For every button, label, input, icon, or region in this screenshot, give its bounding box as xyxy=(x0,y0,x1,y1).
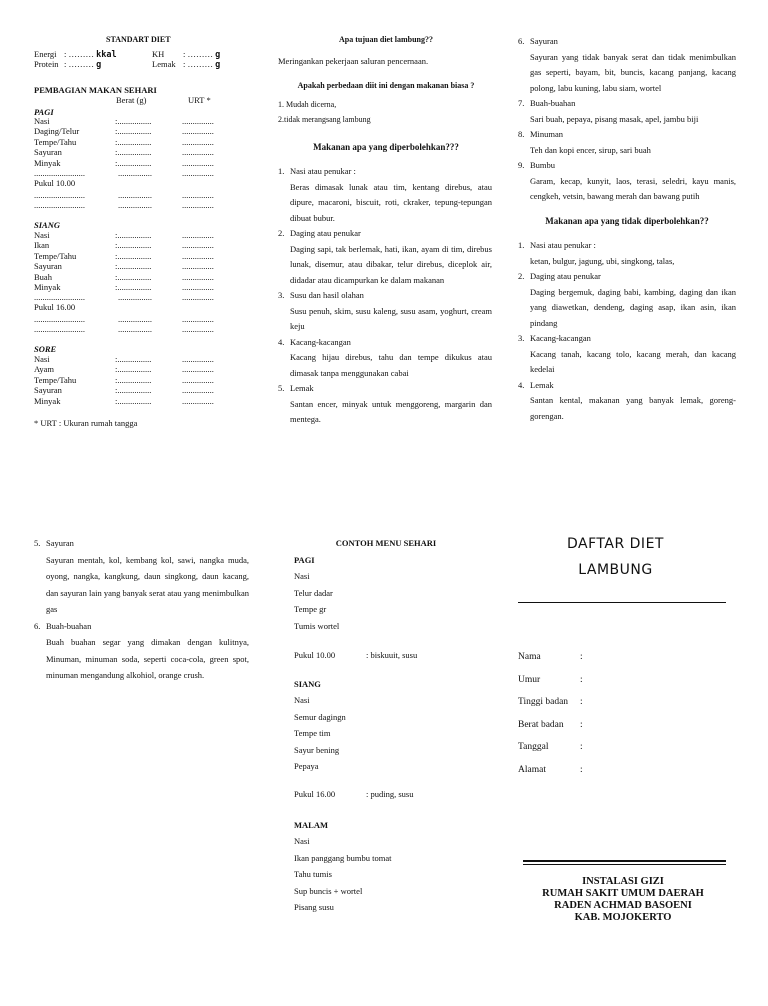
list-item xyxy=(34,618,249,684)
menu-pukul16-label: Pukul 16.00 xyxy=(294,789,336,799)
item-description: Daging sapi, tak berlemak, hati, ikan, ayam di tim, direbus lunak, disemur, atau dibakar, telur direbus, diceplok air, didadar atau dicampurkan ke dalam makanan xyxy=(290,243,492,285)
food-row-label: Buah xyxy=(34,271,52,282)
item-number: 6. xyxy=(518,36,525,46)
item-description: Sayuran mentah, kol, kembang kol, sawi, nangka muda, oyong, nangka, kangkung, daun singkong, daun kacang, dan sayuran lain yang banyak serat atau yang menimbulkan gas xyxy=(46,554,249,614)
protein-unit: g xyxy=(96,60,102,70)
menu-item: Nasi xyxy=(294,695,310,705)
menu-item: Nasi xyxy=(294,571,310,581)
food-row-label: Sayuran xyxy=(34,147,62,158)
item-number: 4. xyxy=(278,336,285,347)
urt-field: ............... xyxy=(182,324,214,335)
item-title: Kacang-kacangan xyxy=(530,333,591,343)
item-title: Lemak xyxy=(290,383,314,393)
list-item xyxy=(34,535,249,618)
cover-title-line1: DAFTAR DIET xyxy=(567,536,664,552)
item-number: 7. xyxy=(518,98,525,108)
urt-field: ............... xyxy=(182,292,214,303)
form-field-separator: : xyxy=(580,652,583,662)
list-item xyxy=(518,238,736,269)
item-number: 8. xyxy=(518,129,525,139)
question-tidak-diperbolehkan: Makanan apa yang tidak diperbolehkan?? xyxy=(545,216,709,226)
urt-field: ............... xyxy=(182,395,214,406)
item-description: Santan encer, minyak untuk menggoreng, margarin dan mentega. xyxy=(290,398,492,424)
urt-field: ............... xyxy=(182,168,214,178)
menu-item: Tumis wortel xyxy=(294,620,340,631)
item-title: Daging atau penukar xyxy=(290,228,361,238)
berat-field: :................ xyxy=(115,240,152,251)
pukul10-label: Pukul 10.00 xyxy=(34,178,76,188)
berat-field: :................ xyxy=(115,136,152,147)
item-number: 4. xyxy=(518,379,525,390)
item-title: Sayuran xyxy=(46,538,74,548)
urt-field: ............... xyxy=(182,385,214,396)
urt-field: ............... xyxy=(182,374,214,385)
item-title: Lemak xyxy=(530,379,554,390)
energi-unit: kkal xyxy=(96,50,117,60)
urt-field: ............... xyxy=(182,364,214,375)
menu-item: Sup buncis + wortel xyxy=(294,885,363,896)
item-number: 3. xyxy=(518,333,525,343)
list-item xyxy=(518,96,736,127)
item-description: Teh dan kopi encer, sirup, sari buah xyxy=(530,144,651,155)
lemak-dots xyxy=(183,59,220,70)
form-field-label: Tinggi badan xyxy=(518,697,569,707)
food-row-label: Ikan xyxy=(34,240,50,251)
food-row-label: Tempe/Tahu xyxy=(34,136,77,147)
section-sore: SORE xyxy=(34,344,57,354)
list-item xyxy=(518,127,736,158)
answer-tujuan: Meringankan pekerjaan saluran pencernaan. xyxy=(278,56,429,66)
menu-pukul16-value: : puding, susu xyxy=(366,789,414,799)
urt-field: ............... xyxy=(182,136,214,147)
institution-line1: INSTALASI GIZI xyxy=(582,876,664,887)
allowed-food-list xyxy=(278,164,492,428)
form-field-separator: : xyxy=(580,674,583,685)
berat-field: ................ xyxy=(118,190,152,200)
item-description: Susu penuh, skim, susu kaleng, susu asam, yoghurt, cream keju xyxy=(290,305,492,331)
cover-title-line2: LAMBUNG xyxy=(578,562,653,578)
menu-item: Tempe gr xyxy=(294,604,327,614)
institution-line3: RADEN ACHMAD BASOENI xyxy=(554,900,692,911)
food-row-label: ........................ xyxy=(34,168,85,178)
pembagian-heading: PEMBAGIAN MAKAN SEHARI xyxy=(34,85,157,95)
menu-siang-heading: SIANG xyxy=(294,679,321,689)
item-title: Minuman xyxy=(530,129,564,139)
berat-field: ................ xyxy=(118,168,152,178)
urt-field: ............... xyxy=(182,282,214,292)
institution-line2: RUMAH SAKIT UMUM DAERAH xyxy=(542,888,704,899)
contoh-menu-title: CONTOH MENU SEHARI xyxy=(335,538,437,548)
item-description: Sari buah, pepaya, pisang masak, apel, jambu biji xyxy=(530,113,699,124)
menu-item: Pisang susu xyxy=(294,902,334,912)
food-row-label: ........................ xyxy=(34,292,85,303)
item-title: Buah-buahan xyxy=(530,98,576,108)
menu-item: Telur dadar xyxy=(294,587,333,598)
pukul16-label: Pukul 16.00 xyxy=(34,302,76,312)
urt-field: ............... xyxy=(182,230,214,240)
list-item xyxy=(518,331,736,378)
food-row-label: Tempe/Tahu xyxy=(34,250,77,261)
lemak-label: Lemak xyxy=(152,59,176,69)
food-row-label: Ayam xyxy=(34,364,54,375)
item-title: Buah-buahan xyxy=(46,620,92,631)
item-title: Nasi atau penukar : xyxy=(530,240,596,250)
kh-unit: g xyxy=(215,50,221,60)
list-item xyxy=(518,378,736,425)
list-item xyxy=(278,288,492,335)
list-item xyxy=(278,164,492,226)
item-description: Kacang tanah, kacang tolo, kacang merah, dan kacang kedelai xyxy=(530,348,736,374)
item-number: 1. xyxy=(278,166,285,176)
item-title: Susu dan hasil olahan xyxy=(290,290,364,300)
item-title: Sayuran xyxy=(530,36,558,46)
item-description: Santan kental, makanan yang banyak lemak, goreng-gorengan. xyxy=(530,395,736,421)
food-row-label: ........................ xyxy=(34,314,85,324)
food-row-label: Minyak xyxy=(34,282,61,292)
urt-field: ............... xyxy=(182,271,214,282)
urt-field: ............... xyxy=(182,157,214,168)
food-row-label: Nasi xyxy=(34,116,50,126)
item-description: Garam, kecap, kunyit, laos, terasi, seledri, kayu manis, cengkeh, vetsin, bawang merah dan bawang putih xyxy=(530,175,736,201)
panel-standart-diet xyxy=(34,30,249,440)
menu-item: Pepaya xyxy=(294,761,319,771)
protein-dots xyxy=(64,59,101,70)
list-item xyxy=(518,34,736,96)
form-field-separator: : xyxy=(580,697,583,707)
menu-item: Sayur bening xyxy=(294,744,340,755)
urt-footnote: * URT : Ukuran rumah tangga xyxy=(34,418,138,428)
form-field-label: Tanggal xyxy=(518,742,549,752)
col-berat-header: Berat (g) xyxy=(116,95,147,105)
energi-dots-text: : ……… xyxy=(64,49,97,59)
food-row-label: Minyak xyxy=(34,157,61,168)
berat-field: :................ xyxy=(115,250,152,261)
list-item xyxy=(278,335,492,382)
berat-field: :................ xyxy=(115,282,152,292)
institution-line4: KAB. MOJOKERTO xyxy=(574,912,672,923)
protein-label: Protein xyxy=(34,59,59,69)
food-row-label: ........................ xyxy=(34,190,85,200)
form-field-label: Nama xyxy=(518,652,541,662)
forbidden-food-list-cont xyxy=(34,535,249,684)
food-row-label: Nasi xyxy=(34,354,50,364)
kh-dots-text: : ……… xyxy=(183,49,216,59)
form-field-label: Berat badan xyxy=(518,719,564,730)
food-row-label: Tempe/Tahu xyxy=(34,374,77,385)
urt-field: ............... xyxy=(182,190,214,200)
food-row-label: Sayuran xyxy=(34,385,62,396)
food-row-label: Sayuran xyxy=(34,261,62,272)
form-field-label: Alamat xyxy=(518,764,546,775)
berat-field: :................ xyxy=(115,271,152,282)
item-description: Beras dimasak lunak atau tim, kentang direbus, atau dipure, macaroni, biscuit, roti, ckraker, tepung-tepungan dibuat bubur. xyxy=(290,181,492,223)
cover-bottom-rule xyxy=(523,860,726,862)
berat-field: :................ xyxy=(115,395,152,406)
protein-dots-text: : ……… xyxy=(64,59,97,69)
item-number: 6. xyxy=(34,620,41,631)
item-number: 5. xyxy=(34,538,41,548)
cover-top-rule xyxy=(518,602,726,603)
urt-field: ............... xyxy=(182,126,214,137)
list-item xyxy=(518,269,736,331)
urt-field: ............... xyxy=(182,261,214,272)
food-row-label: Minyak xyxy=(34,395,61,406)
menu-pukul10-value: : biskuuit, susu xyxy=(366,650,418,660)
berat-field: :................ xyxy=(115,261,152,272)
lemak-unit: g xyxy=(215,60,221,70)
item-description: Sayuran yang tidak banyak serat dan tidak menimbulkan gas seperti, bayam, bit, buncis, kacang panjang, kacang polong, labu kuning, labu siam, wortel xyxy=(530,51,736,93)
berat-field: :................ xyxy=(115,126,152,137)
energi-label: Energi xyxy=(34,49,57,59)
berat-field: :................ xyxy=(115,354,152,364)
urt-field: ............... xyxy=(182,250,214,261)
berat-field: :................ xyxy=(115,157,152,168)
form-field-separator: : xyxy=(580,764,583,775)
berat-field: :................ xyxy=(115,230,152,240)
urt-field: ............... xyxy=(182,116,214,126)
forbidden-food-list xyxy=(518,238,736,424)
berat-field: ................ xyxy=(118,324,152,335)
form-field-separator: : xyxy=(580,742,583,752)
section-siang: SIANG xyxy=(34,220,60,230)
item-description: Daging bergemuk, daging babi, kambing, daging dan ikan yang diawetkan, dendeng, daging asap, ikan asin, ikan pindang xyxy=(530,286,736,328)
berat-field: :................ xyxy=(115,364,152,375)
menu-item: Ikan panggang bumbu tomat xyxy=(294,852,392,863)
urt-field: ............... xyxy=(182,240,214,251)
menu-malam-heading: MALAM xyxy=(294,820,328,830)
berat-field: ................ xyxy=(118,314,152,324)
berat-field: :................ xyxy=(115,116,152,126)
section-pagi: PAGI xyxy=(34,107,54,117)
berat-field: :................ xyxy=(115,385,152,396)
item-title: Kacang-kacangan xyxy=(290,336,351,347)
item-number: 9. xyxy=(518,160,525,170)
menu-pagi-heading: PAGI xyxy=(294,555,315,565)
standart-diet-title: STANDART DIET xyxy=(106,35,171,44)
item-number: 5. xyxy=(278,383,285,393)
item-title: Daging atau penukar xyxy=(530,271,601,281)
lemak-dots-text: : ……… xyxy=(183,59,216,69)
cover-bottom-rule-thin xyxy=(523,864,726,865)
urt-field: ............... xyxy=(182,354,214,364)
form-field-label: Umur xyxy=(518,674,541,685)
list-item xyxy=(278,226,492,288)
item-number: 3. xyxy=(278,290,285,300)
item-number: 2. xyxy=(518,271,525,281)
list-item xyxy=(518,158,736,205)
berat-field: ................ xyxy=(118,292,152,303)
item-description: Kacang hijau direbus, tahu dan tempe dikukus atau dimasak tanpa menggunakan cabai xyxy=(290,352,492,378)
kh-label: KH xyxy=(152,49,165,59)
menu-item: Nasi xyxy=(294,836,310,846)
question-perbedaan: Apakah perbedaan diit ini dengan makanan biasa ? xyxy=(297,81,475,90)
item-description: ketan, bulgur, jagung, ubi, singkong, talas, xyxy=(530,255,675,266)
answer-perbedaan-2: 2.tidak merangsang lambung xyxy=(278,115,371,124)
berat-field: :................ xyxy=(115,147,152,158)
item-description: Buah buahan segar yang dimakan dengan kulitnya, Minuman, minuman soda, seperti coca-cola, green spot, minuman mengandung alkohiol, orange crush. xyxy=(46,637,249,680)
menu-item: Tempe tim xyxy=(294,728,331,738)
item-number: 1. xyxy=(518,240,525,250)
question-diperbolehkan: Makanan apa yang diperbolehkan??? xyxy=(313,142,459,152)
menu-pukul10-label: Pukul 10.00 xyxy=(294,650,336,660)
item-title: Bumbu xyxy=(530,160,556,170)
berat-field: :................ xyxy=(115,374,152,385)
item-title: Nasi atau penukar : xyxy=(290,166,356,176)
form-field-separator: : xyxy=(580,719,583,730)
food-row-label: ........................ xyxy=(34,200,85,211)
question-tujuan: Apa tujuan diet lambung?? xyxy=(338,35,434,44)
urt-field: ............... xyxy=(182,314,214,324)
item-number: 2. xyxy=(278,228,285,238)
food-row-label: ........................ xyxy=(34,324,85,335)
col-urt-header: URT * xyxy=(188,95,211,105)
food-row-label: Daging/Telur xyxy=(34,126,80,137)
menu-item: Semur dagingn xyxy=(294,711,346,722)
food-row-label: Nasi xyxy=(34,230,50,240)
allowed-food-list-cont xyxy=(518,34,736,205)
urt-field: ............... xyxy=(182,147,214,158)
berat-field: ................ xyxy=(118,200,152,211)
urt-field: ............... xyxy=(182,200,214,211)
list-item xyxy=(278,381,492,428)
answer-perbedaan-1: 1. Mudah dicerna, xyxy=(278,100,337,109)
menu-item: Tahu tumis xyxy=(294,869,332,879)
